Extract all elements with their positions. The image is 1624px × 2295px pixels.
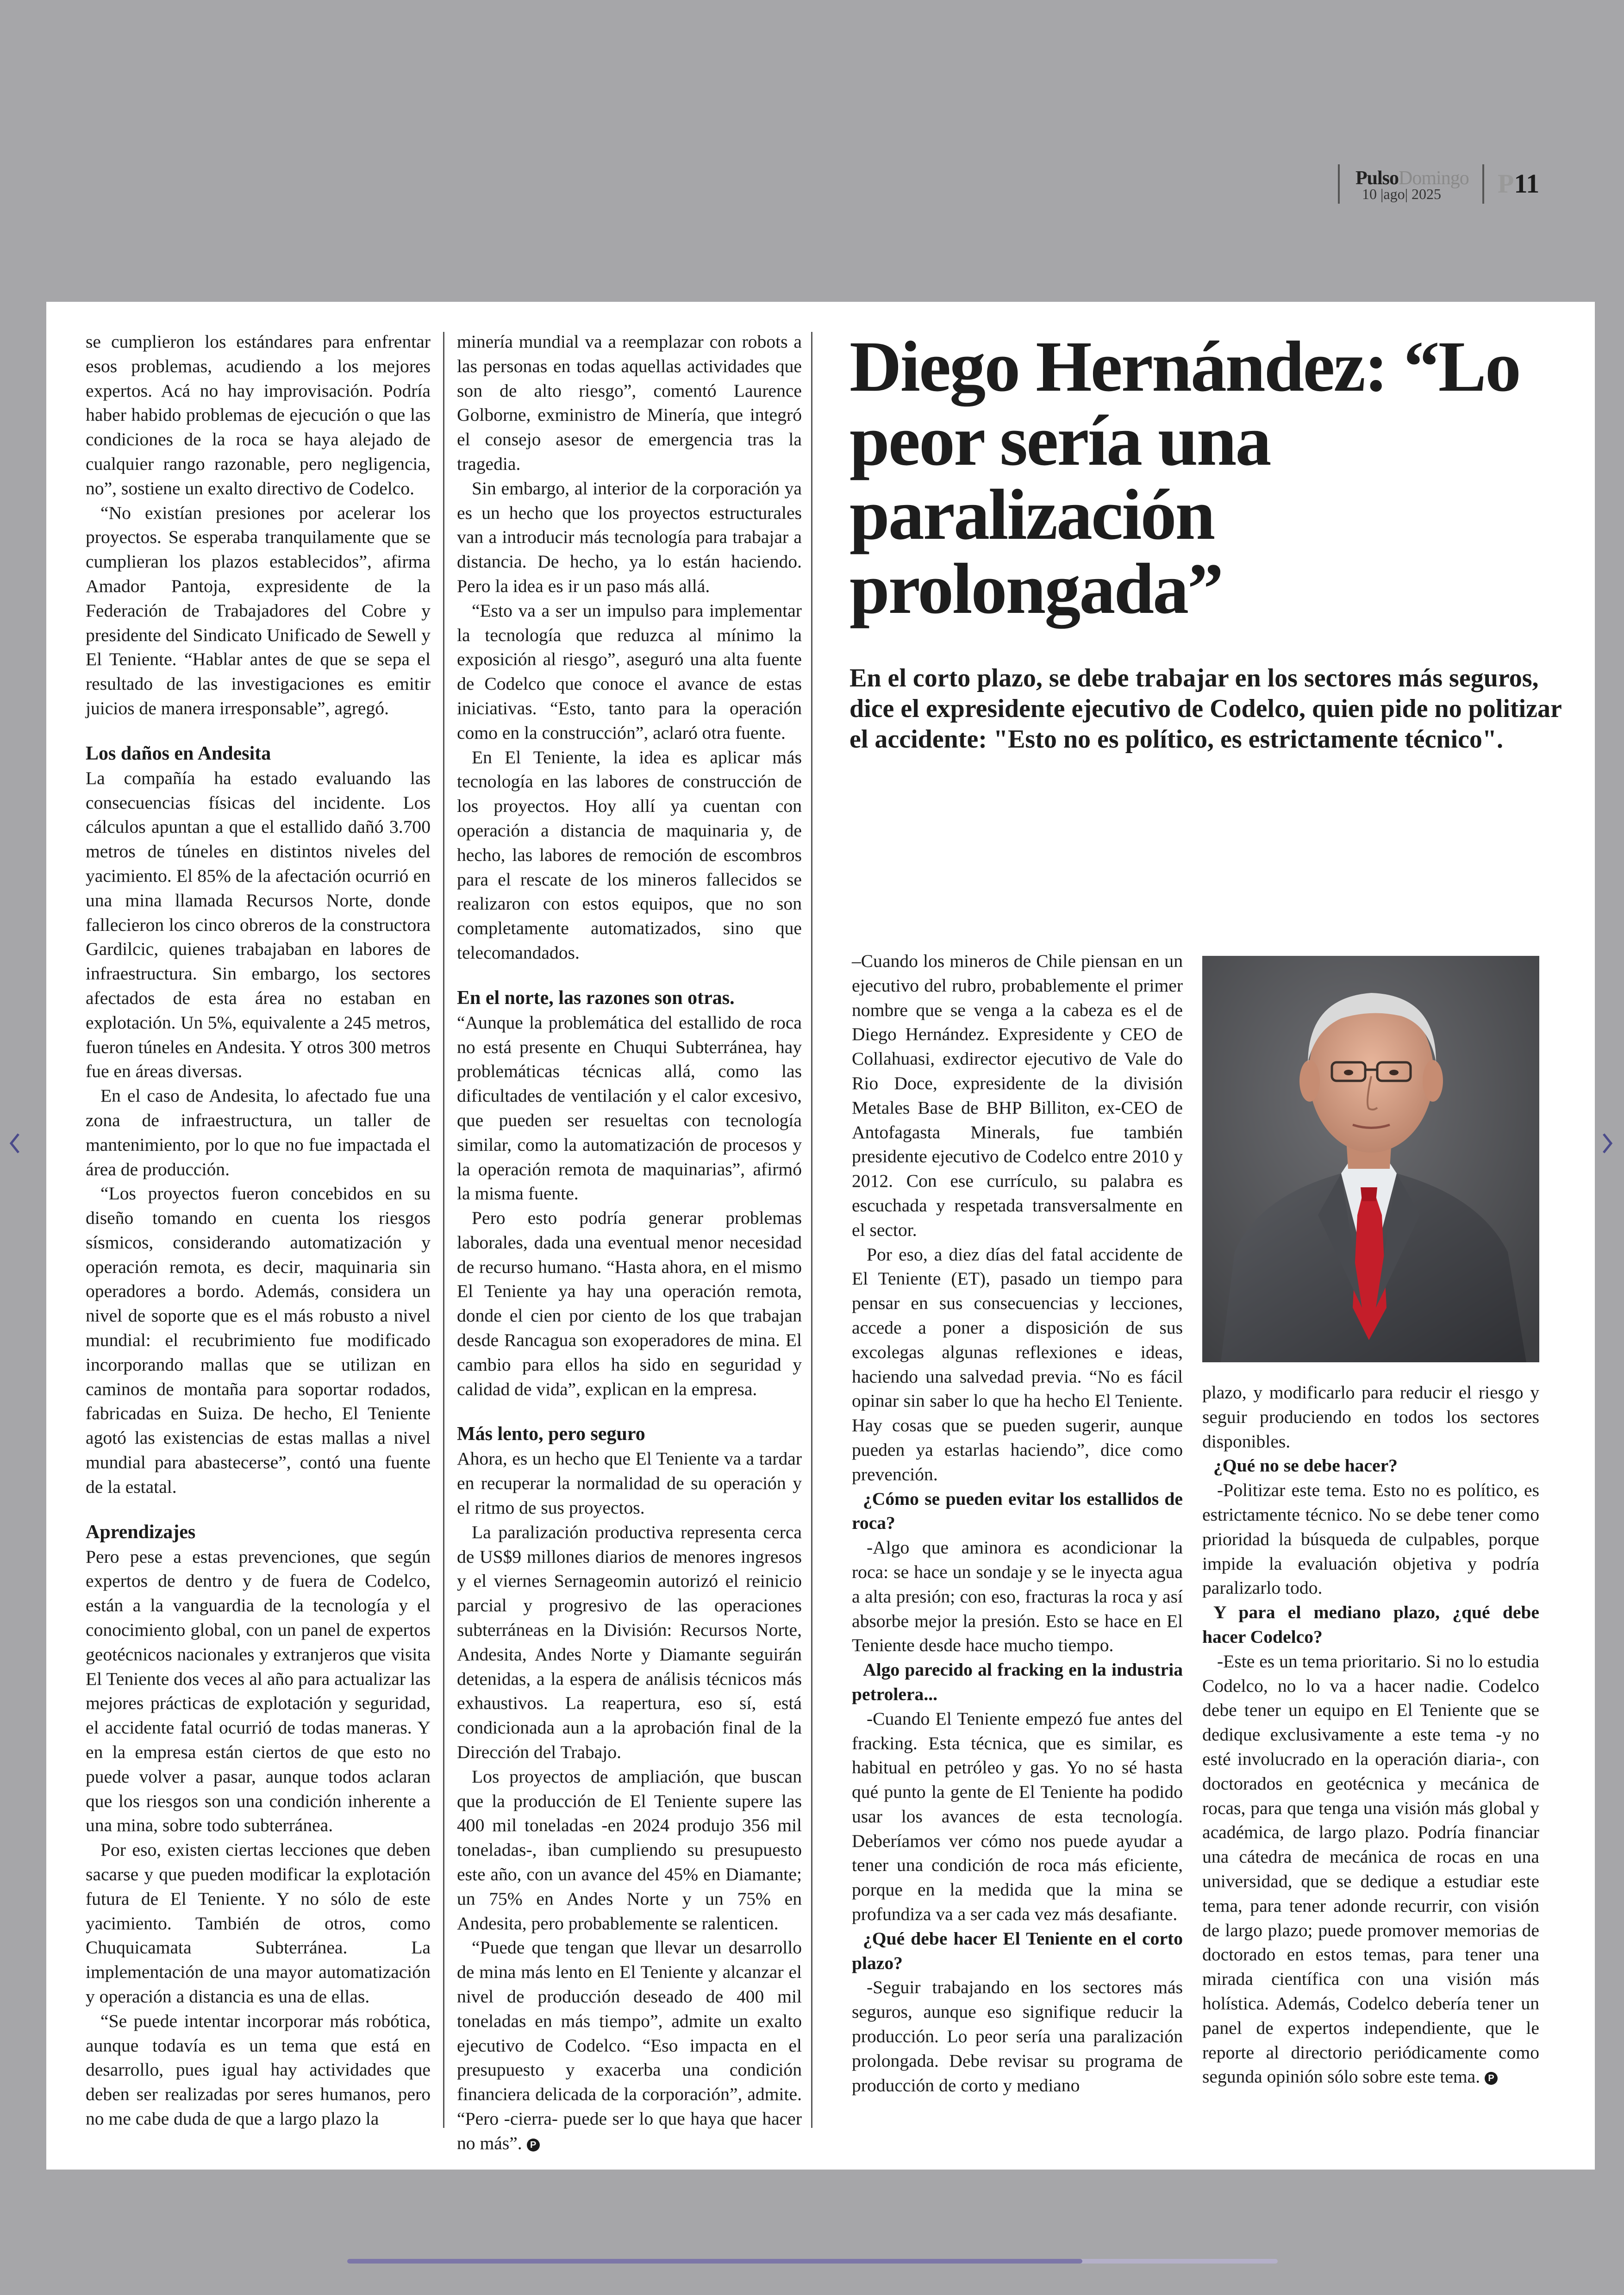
subheading: Aprendizajes bbox=[86, 1521, 196, 1543]
portrait-illustration bbox=[1202, 956, 1539, 1362]
scrollbar-thumb[interactable] bbox=[347, 2259, 1082, 2264]
paragraph: Sin embargo, al interior de la corporación ya es un hecho que los proyectos estructurales van a introducir más tecnología para trabajar a distancia. De hecho, ya lo están haciendo. Pero la idea es ir un paso más allá. bbox=[457, 478, 802, 596]
paragraph: “Los proyectos fueron concebidos en su diseño tomando en cuenta los riesgos sísmicos, considerando automatización y operación remota, es decir, maquinaria sin operadores a bordo. Además, considera un nivel de soporte que es el más robusto a nivel mundial: el recubrimiento fue modificado incorporando mallas que se utilizan en caminos de montaña para soportar rodados, fabricadas en Suiza. De hecho, El Teniente agotó las existencias de estas mallas a nivel mundial para abastecerse”, contó una fuente de la estatal. bbox=[86, 1183, 431, 1497]
subheading: Más lento, pero seguro bbox=[457, 1423, 645, 1445]
paragraph: “Se puede intentar incorporar más robótica, aunque todavía es un tema que está en desarrollo, pues igual hay actividades que deben ser realizadas por seres humanos, pero no me cabe duda de que a largo plazo la bbox=[86, 2010, 431, 2129]
paragraph: La compañía ha estado evaluando las consecuencias físicas del incidente. Los cálculos apuntan a que el estallido dañó 3.700 metros de túneles en distintos niveles del yacimiento. El 85% de la afectación ocurrió en una mina llamada Recursos Norte, donde fallecieron los cinco obreros de la constructora Gardilcic, quienes trabajaban en labores de infraestructura. Sin embargo, los sectores afectados de esta área no estaban en explotación. Un 5%, equivalente a 245 metros, fueron túneles en Andesita. Y otros 300 metros fue en áreas diversas. bbox=[86, 767, 431, 1082]
interview-question: Y para el mediano plazo, ¿qué debe hacer Codelco? bbox=[1202, 1602, 1539, 1647]
interview-answer bbox=[1202, 1649, 1539, 2089]
interview-column-1 bbox=[852, 949, 1183, 2097]
headline: Diego Hernández: “Lo peor sería una paralización prolongada” bbox=[849, 326, 1520, 629]
interview-answer: -Seguir trabajando en los sectores más seguros, aunque eso signifique reducir la producción. Lo peor sería una paralización prolongada. Debe revisar su programa de producción de corto y mediano bbox=[852, 1977, 1183, 2095]
interview-question: ¿Cómo se pueden evitar los estallidos de roca? bbox=[852, 1488, 1183, 1534]
article-column-2 bbox=[457, 330, 802, 2156]
interview-answer: -Algo que aminora es acondicionar la roca: se hace un sondaje y se le inyecta agua a alta presión; con eso, fracturas la roca y así absorbe mejor la presión. Esto se hace en El Teniente desde hace mucho tiempo. bbox=[852, 1537, 1183, 1656]
subheading: En el norte, las razones son otras. bbox=[457, 987, 735, 1009]
page-number-value: 11 bbox=[1514, 168, 1540, 199]
paragraph: “No existían presiones por acelerar los proyectos. Se esperaba tranquilamente que se cumplieran los plazos establecidos”, afirma Amador Pantoja, expresidente de la Federación de Trabajadores del Cobre y presidente del Sindicato Unificado de Sewell y El Teniente. “Hablar antes de que se sepa el resultado de las investigaciones es emitir juicios de manera irresponsable”, agregó. bbox=[86, 502, 431, 718]
newspaper-page bbox=[46, 302, 1595, 2170]
chevron-right-icon bbox=[1598, 1129, 1617, 1157]
column-divider bbox=[443, 332, 444, 2128]
paragraph: Ahora, es un hecho que El Teniente va a tardar en recuperar la normalidad de su operación y el ritmo de sus proyectos. bbox=[457, 1448, 802, 1518]
horizontal-scrollbar[interactable] bbox=[347, 2259, 1278, 2264]
column-divider bbox=[811, 332, 812, 2128]
page-prefix: P bbox=[1498, 168, 1514, 199]
masthead bbox=[1338, 164, 1546, 204]
paragraph: Los proyectos de ampliación, que buscan que la producción de El Teniente supere las 400 mil toneladas -en 2024 produjo 356 mil toneladas-, iban cumpliendo su presupuesto este año, con un avance del 45% en Diamante; un 75% en Andes Norte y un 75% en Andesita, pero probablemente se ralenticen. bbox=[457, 1766, 802, 1933]
masthead-rule-right bbox=[1482, 164, 1484, 204]
end-of-article-mark: P bbox=[527, 2139, 540, 2152]
brand-bold: Pulso bbox=[1355, 168, 1399, 189]
paragraph: –Cuando los mineros de Chile piensan en un ejecutivo del rubro, probablemente el primer nombre que se venga a la cabeza es el de Diego Hernández. Expresidente y CEO de Collahuasi, exdirector ejecutivo de Vale do Rio Doce, expresidente de la división Metales Base de BHP Billiton, ex-CEO de Antofagasta Minerals, fue también presidente ejecutivo de Codelco entre 2010 y 2012. Con ese currículo, su palabra es escuchada y respetada transversalmente en el sector. bbox=[852, 951, 1183, 1240]
masthead-rule-left bbox=[1338, 164, 1340, 204]
paragraph: minería mundial va a reemplazar con robots a las personas en todas aquellas actividades que son de alto riesgo”, comentó Laurence Golborne, exministro de Minería, que integró el consejo asesor de emergencia tras la tragedia. bbox=[457, 331, 802, 474]
paragraph-text: “Puede que tengan que llevar un desarrollo de mina más lento en El Teniente y alcanzar el nivel de producción deseado de 400 mil toneladas en más tiempo”, admite un exalto ejecutivo de Codelco. “Eso impacta en el presupuesto y exacerba una condición financiera delicada de la corporación”, admite. “Pero -cierra- puede ser lo que haya que hacer no más”. bbox=[457, 1937, 802, 2153]
paragraph: Pero esto podría generar problemas laborales, dada una eventual menor necesidad de recurso humano. “Hasta ahora, en el mismo El Teniente ya hay una operación remota, donde el cien por ciento de los que trabajan desde Rancagua son exoperadores de mina. El cambio para ellos ha sido en seguridad y calidad de vida”, explican en la empresa. bbox=[457, 1208, 802, 1399]
previous-page-button[interactable] bbox=[6, 1129, 24, 1157]
chevron-left-icon bbox=[6, 1129, 24, 1157]
paragraph bbox=[457, 1935, 802, 2155]
paragraph: Por eso, a diez días del fatal accidente de El Teniente (ET), pasado un tiempo para pensar en sus consecuencias y lecciones, accede a poner a disposición de sus excolegas algunas reflexiones e ideas, haciendo una salvedad previa. “No es fácil opinar sin saber lo que ha hecho El Teniente. Hay cosas que se pueden sugerir, aunque pueden ya estarlas haciendo”, dice como prevención. bbox=[852, 1244, 1183, 1484]
interview-column-2 bbox=[1202, 1380, 1539, 2089]
issue-date: 10 |ago| 2025 bbox=[1362, 186, 1442, 202]
page-number bbox=[1498, 168, 1539, 199]
paragraph: Por eso, existen ciertas lecciones que deben sacarse y que pueden modificar la explotación futura de El Teniente. Y no sólo de este yacimiento. También de otros, como Chuquicamata Subterránea. La implementación de una mayor automatización y operación a distancia es una de ellas. bbox=[86, 1840, 431, 2007]
paragraph: se cumplieron los estándares para enfrentar esos problemas, acudiendo a los mejores expertos. Acá no hay improvisación. Podría haber habido problemas de ejecución o que las condiciones de la roca se haya alejado de cualquier rango razonable, pero negligencia, no”, sostiene un exalto directivo de Codelco. bbox=[86, 331, 431, 499]
interview-answer: -Cuando El Teniente empezó fue antes del fracking. Esta técnica, que es similar, es habitual en petróleo y gas. Yo no sé hasta qué punto la gente de El Teniente ha podido usar los avances de esta tecnología. Deberíamos ver cómo nos puede ayudar a tener una condición de roca más eficiente, porque en la medida que la mina se profundiza va a ser cada vez más desafiante. bbox=[852, 1708, 1183, 1925]
paragraph: “Aunque la problemática del estallido de roca no está presente en Chuqui Subterránea, hay problemáticas técnicas allá, como las dificultades de ventilación y el calor excesivo, que pueden ser resueltas con tecnología similar, como la automatización de procesos y la operación remota de maquinarias”, afirmó la misma fuente. bbox=[457, 1012, 802, 1204]
paragraph: En el caso de Andesita, lo afectado fue una zona de infraestructura, un taller de mantenimiento, por lo que no fue impactada el área de producción. bbox=[86, 1085, 431, 1179]
deck-subtitle: En el corto plazo, se debe trabajar en los sectores más seguros, dice el expresidente ejecutivo de Codelco, quien pide no politizar el accidente: "Esto no es político, es estrictamente técnico". bbox=[849, 664, 1562, 754]
paragraph: En El Teniente, la idea es aplicar más tecnología en las labores de construcción de los proyectos. Hoy allí ya cuentan con operación a distancia de maquinaria y, de hecho, las labores de remoción de escombros para el rescate de los mineros fallecidos se realizaron con estos equipos, que no son completamente automatizados, sino que telecomandados. bbox=[457, 747, 802, 963]
brand-light: Domingo bbox=[1399, 168, 1469, 189]
next-page-button[interactable] bbox=[1598, 1129, 1617, 1157]
paragraph: plazo, y modificarlo para reducir el riesgo y seguir produciendo en todos los sectores disponibles. bbox=[1202, 1382, 1539, 1452]
paragraph: La paralización productiva representa cerca de US$9 millones diarios de menores ingresos y el viernes Sernageomin autorizó el reinicio parcial y progresivo de las operaciones subterráneas en la División: Recursos Norte, Andesita, Andes Norte y Diamante seguirán detenidas, a la espera de análisis técnicos más exhaustivos. La reapertura, eso sí, está condicionada aun a la aprobación final de la Dirección del Trabajo. bbox=[457, 1522, 802, 1763]
interview-question: ¿Qué debe hacer El Teniente en el corto plazo? bbox=[852, 1928, 1183, 1973]
interview-answer: -Politizar este tema. Esto no es político, es estrictamente técnico. No se debe tener como prioridad la búsqueda de culpables, porque impide la evaluación objetiva y podría paralizarlo todo. bbox=[1202, 1480, 1539, 1598]
paragraph: Pero pese a estas prevenciones, que según expertos de dentro y de fuera de Codelco, están a la vanguardia de la tecnología y el conocimiento global, con un panel de expertos geotécnicos nacionales y extranjeros que visita El Teniente dos veces al año para actualizar las mejores prácticas de explotación y seguridad, el accidente fatal ocurrió de todas maneras. Y en la empresa están ciertos de que esto no puede volver a pasar, aunque todos aclaran que los riesgos son una condición inherente a una mina, sobre todo subterránea. bbox=[86, 1546, 431, 1836]
paragraph: “Esto va a ser un impulso para implementar la tecnología que reduzca al mínimo la exposición al riesgo”, aseguró una alta fuente de Codelco que conoce el avance de estas iniciativas. “Esto, tanto para la operación como en la construcción”, aclaró otra fuente. bbox=[457, 600, 802, 743]
interview-question: Algo parecido al fracking en la industria petrolera... bbox=[852, 1659, 1183, 1704]
portrait-photo bbox=[1202, 956, 1539, 1362]
answer-text: -Este es un tema prioritario. Si no lo estudia Codelco, no lo va a hacer nadie. Codelco debe tener un equipo en El Teniente que se dedique exclusivamente a este tema -y no esté involucrado en la operación diaria-, con doctorados en geotécnica y mecánica de rocas, para que tenga una visión más global y académica, de largo plazo. Podría financiar una cátedra de mecánica de rocas en una universidad, que se dedique a estudiar este tema, para tener adonde recurrir, con visión de largo plazo; puede promover memorias de doctorado en estos temas, para tener una mirada científica con una visión más holística. Además, Codelco debería tener un panel de expertos independiente, que le reporte al directorio periódicamente como segunda opinión sólo sobre este tema. bbox=[1202, 1651, 1539, 2087]
end-of-article-mark: P bbox=[1485, 2072, 1498, 2085]
subheading: Los daños en Andesita bbox=[86, 742, 271, 764]
article-column-1 bbox=[86, 330, 431, 2131]
interview-question: ¿Qué no se debe hacer? bbox=[1213, 1455, 1398, 1476]
